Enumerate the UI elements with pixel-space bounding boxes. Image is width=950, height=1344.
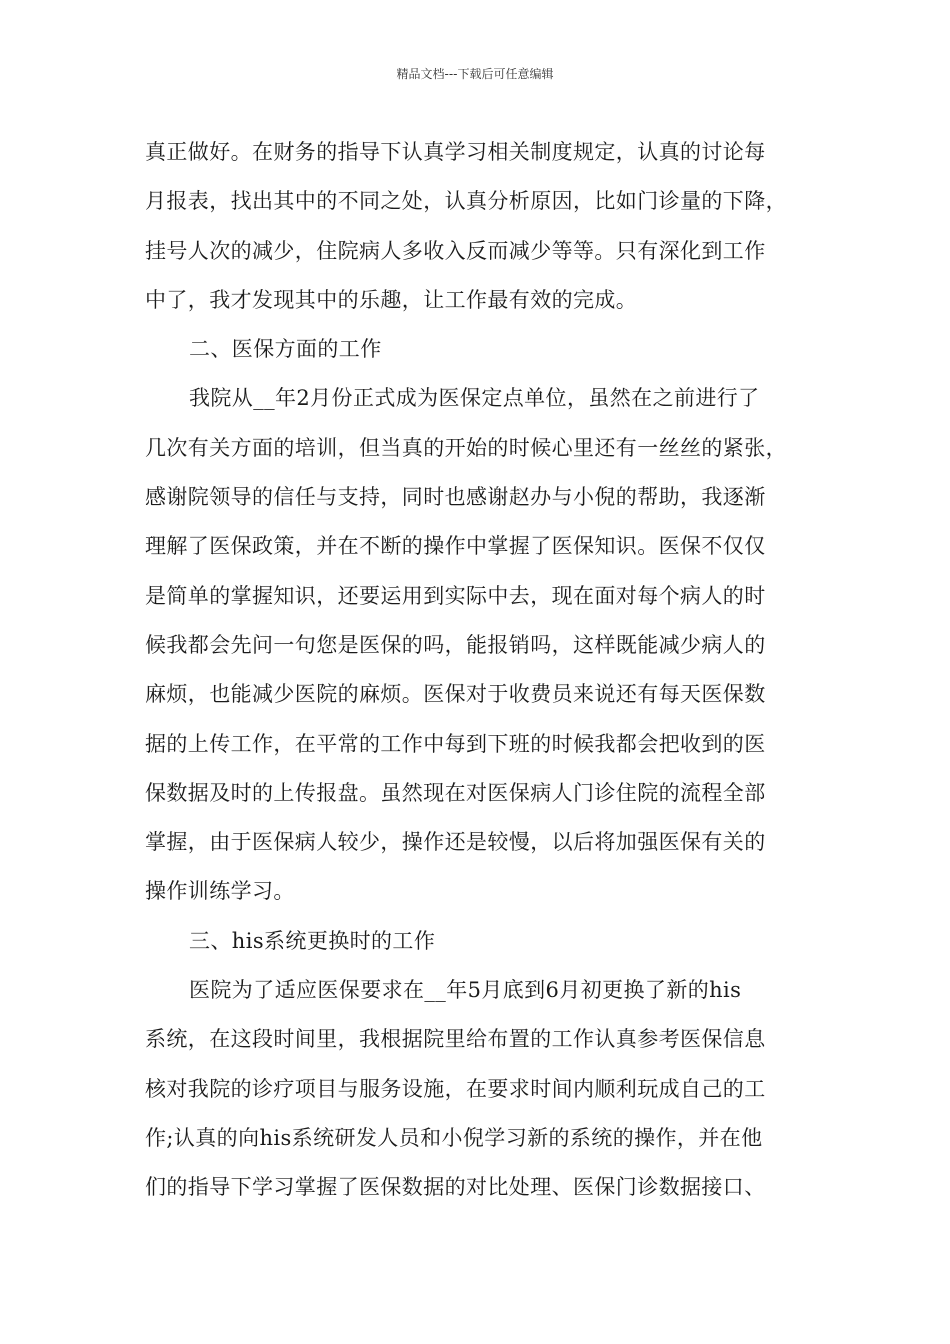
text-line: 中了，我才发现其中的乐趣，让工作最有效的完成。 <box>145 287 638 312</box>
text-line: 核对我院的诊疗项目与服务设施，在要求时间内顺利玩成自己的工 <box>145 1076 766 1101</box>
text-line: 作;认真的向his系统研发人员和小倪学习新的系统的操作，并在他 <box>145 1125 763 1150</box>
text-line: 真正做好。在财务的指导下认真学习相关制度规定，认真的讨论每 <box>145 140 766 164</box>
text-line: 操作训练学习。 <box>145 879 295 904</box>
document-body <box>145 128 823 1213</box>
text-line: 系统，在这段时间里，我根据院里给布置的工作认真参考医保信息 <box>145 1027 766 1052</box>
section-heading: 二、医保方面的工作 <box>189 337 382 362</box>
text-line: 几次有关方面的培训，但当真的开始的时候心里还有一丝丝的紧张， <box>145 435 787 460</box>
text-line: 月报表，找出其中的不同之处，认真分析原因，比如门诊量的下降， <box>145 189 787 214</box>
text-line: 掌握，由于医保病人较少，操作还是较慢，以后将加强医保有关的 <box>145 830 766 855</box>
text-line: 我院从__年2月份正式成为医保定点单位，虽然在之前进行了 <box>189 386 760 411</box>
section-heading: 三、his系统更换时的工作 <box>189 928 436 953</box>
text-line: 候我都会先问一句您是医保的吗，能报销吗，这样既能减少病人的 <box>145 632 766 657</box>
text-line: 保数据及时的上传报盘。虽然现在对医保病人门诊住院的流程全部 <box>145 780 766 805</box>
text-line: 感谢院领导的信任与支持，同时也感谢赵办与小倪的帮助，我逐渐 <box>145 485 766 510</box>
text-line: 理解了医保政策，并在不断的操作中掌握了医保知识。医保不仅仅 <box>145 534 766 559</box>
text-line: 据的上传工作，在平常的工作中每到下班的时候我都会把收到的医 <box>145 731 766 756</box>
text-line: 是简单的掌握知识，还要运用到实际中去，现在面对每个病人的时 <box>145 583 766 608</box>
text-line: 麻烦，也能减少医院的麻烦。医保对于收费员来说还有每天医保数 <box>145 682 766 707</box>
text-line: 医院为了适应医保要求在__年5月底到6月初更换了新的his <box>189 978 742 1003</box>
page-header: 精品文档---下载后可任意编辑 <box>396 67 554 81</box>
text-line: 们的指导下学习掌握了医保数据的对比处理、医保门诊数据接口、 <box>145 1175 766 1200</box>
text-line: 挂号人次的减少，住院病人多收入反而减少等等。只有深化到工作 <box>145 238 766 263</box>
